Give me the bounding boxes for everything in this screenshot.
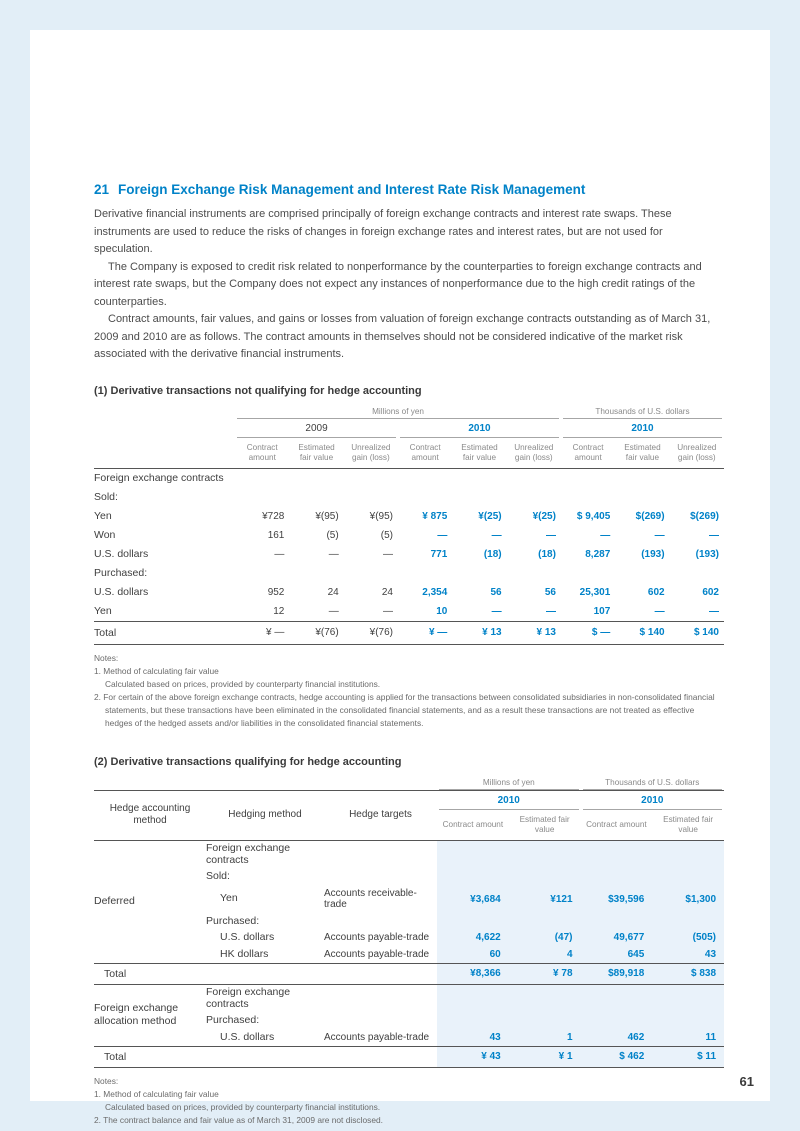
note-item: 2. The contract balance and fair value as of March 31, 2009 are not disclosed. — [94, 1114, 383, 1125]
cell: 12 — [273, 605, 285, 617]
col-header: Contract amount — [581, 810, 653, 841]
cell: — — [545, 605, 556, 617]
cell: ¥(95) — [315, 510, 339, 522]
cell: — — [437, 529, 448, 541]
hedging-method: Purchased: — [206, 914, 260, 927]
unit-label-yen: Millions of yen — [439, 778, 579, 790]
cell: — — [654, 529, 665, 541]
section-title-text: Foreign Exchange Risk Management and Interest Rate Risk Management — [118, 182, 586, 197]
row-label: Purchased: — [94, 567, 148, 579]
year-row — [94, 790, 724, 810]
unit-label-usd: Thousands of U.S. dollars — [563, 407, 722, 419]
row-label: Foreign exchange contracts — [94, 472, 224, 484]
table-derivatives-hedge — [94, 778, 724, 1068]
note-item: 1. Method of calculating fair value — [94, 665, 219, 676]
cell: $ 9,405 — [576, 510, 611, 522]
year-2009: 2009 — [237, 419, 396, 438]
year-2010-usd: 2010 — [583, 791, 723, 810]
cell: 60 — [437, 946, 509, 963]
section-number: 21 — [94, 182, 110, 197]
hedge-target: Accounts receivable-trade — [324, 887, 417, 910]
table2-heading: (2) Derivative transactions qualifying for hedge accounting — [94, 755, 402, 768]
unit-row — [94, 778, 724, 791]
col-header: Estimated fair value — [509, 810, 581, 841]
cell: 43 — [652, 946, 724, 963]
col-header: Estimated fair value — [452, 438, 506, 469]
hedging-method: Foreign exchange contracts — [206, 842, 291, 866]
hedge-target: Accounts payable-trade — [324, 948, 430, 960]
intro-paragraph-2: The Company is exposed to credit risk related to nonperformance by the counterparties to foreign exchange contracts and interest rate swaps, but the Company does not expect any instances of nonperformance due to the high credit ratings of the counterparties. — [94, 260, 702, 308]
cell: ¥121 — [509, 885, 581, 913]
col-header: Contract amount — [437, 810, 509, 841]
cell: ¥(25) — [478, 510, 502, 522]
cell: 4,622 — [437, 930, 509, 947]
cell: ¥ — — [398, 621, 452, 644]
cell: — — [600, 529, 611, 541]
col-header: Unrealized gain (loss) — [344, 438, 398, 469]
cell: ¥3,684 — [437, 885, 509, 913]
cell: 4 — [509, 946, 581, 963]
cell: 952 — [267, 586, 285, 598]
cell: $ 11 — [652, 1046, 724, 1067]
cell: ¥(95) — [369, 510, 393, 522]
cell: ¥ 875 — [422, 510, 448, 522]
col-header: Estimated fair value — [289, 438, 343, 469]
cell: (5) — [380, 529, 393, 541]
note-item-continuation: Calculated based on prices, provided by counterparty financial institutions. — [105, 1101, 381, 1112]
cell: (18) — [483, 548, 502, 560]
page-number: 61 — [739, 1074, 754, 1089]
cell: — — [328, 548, 339, 560]
cell: ¥(76) — [289, 621, 343, 644]
table-total-row — [94, 621, 724, 644]
cell: — — [383, 605, 393, 617]
unit-row — [94, 407, 724, 419]
section-title — [94, 182, 724, 197]
row-label: U.S. dollars — [94, 548, 149, 560]
cell: $1,300 — [652, 885, 724, 913]
cell: 161 — [267, 529, 285, 541]
hedging-method: Yen — [220, 892, 238, 905]
unit-label-usd: Thousands of U.S. dollars — [583, 778, 723, 790]
cell: 56 — [544, 586, 556, 598]
note-item: 2. For certain of the above foreign exchange contracts, hedge accounting is applied for the transactions between consolidated subsidiaries in non-consolidated financial statements, but these transactions have been eliminated in the consolidated financial statements, and as a result these transactions are not treated as effective hedges of the hedged assets and/or liabilities in the consolidated financial statements. — [94, 691, 715, 728]
cell: $ 140 — [670, 621, 724, 644]
cell: $ 838 — [652, 963, 724, 984]
method-label: Foreign exchange allocation method — [94, 1002, 179, 1027]
cell: — — [545, 529, 556, 541]
cell: 25,301 — [579, 586, 611, 598]
cell: 49,677 — [581, 930, 653, 947]
col-header: Estimated fair value — [652, 810, 724, 841]
year-2010-usd: 2010 — [563, 419, 722, 438]
cell: $ 140 — [615, 621, 669, 644]
col-header-targets: Hedge targets — [324, 790, 437, 840]
cell: — — [491, 529, 502, 541]
cell: — — [709, 605, 719, 617]
table-row — [94, 488, 724, 507]
cell: $(269) — [690, 510, 719, 522]
cell: 771 — [430, 548, 448, 560]
cell: — — [709, 529, 719, 541]
cell: 24 — [327, 586, 339, 598]
cell: 107 — [593, 605, 611, 617]
intro-paragraph-1: Derivative financial instruments are comprised principally of foreign exchange contracts and interest rate swaps. These instruments are used to reduce the risks of changes in foreign exchange rates and interest rates, but are not used for speculation. — [94, 208, 672, 255]
cell: 602 — [702, 586, 719, 598]
table1-notes — [94, 652, 724, 730]
cell: 462 — [581, 1029, 653, 1046]
col-header: Contract amount — [561, 438, 615, 469]
note-item: 1. Method of calculating fair value — [94, 1088, 219, 1099]
cell: (47) — [509, 930, 581, 947]
row-label: Won — [94, 529, 116, 541]
col-header: Contract amount — [235, 438, 289, 469]
cell: $ — — [561, 621, 615, 644]
cell: — — [383, 548, 393, 560]
table-row — [94, 840, 724, 869]
page-content — [94, 182, 724, 1127]
cell: (18) — [538, 548, 556, 560]
cell: 1 — [509, 1029, 581, 1046]
col-header: Unrealized gain (loss) — [670, 438, 724, 469]
table-row — [94, 602, 724, 622]
table-row — [94, 564, 724, 583]
cell: — — [491, 605, 502, 617]
intro-paragraph-3: Contract amounts, fair values, and gains or losses from valuation of foreign exchange contracts outstanding as of March 31, 2009 and 2010 are as follows. The contract amounts in themselves should not be considered indicative of the market risk associated with the derivative financial instruments. — [94, 313, 711, 360]
cell: (5) — [326, 529, 339, 541]
cell: 8,287 — [585, 548, 611, 560]
cell: ¥ 13 — [452, 621, 506, 644]
hedging-method: Purchased: — [206, 1014, 260, 1026]
cell: $(269) — [635, 510, 665, 522]
hedging-method: Foreign exchange contracts — [206, 986, 291, 1010]
cell: $39,596 — [581, 885, 653, 913]
table1-heading: (1) Derivative transactions not qualifying for hedge accounting — [94, 384, 422, 397]
method-label: Deferred — [94, 895, 135, 907]
table-row — [94, 526, 724, 545]
column-header-row — [94, 438, 724, 469]
cell: 24 — [381, 586, 393, 598]
cell: — — [654, 605, 665, 617]
table-row — [94, 545, 724, 564]
cell: ¥ 1 — [509, 1046, 581, 1067]
cell: ¥ — — [235, 621, 289, 644]
unit-label-yen: Millions of yen — [237, 407, 559, 419]
report-page — [30, 30, 770, 1125]
row-label: Yen — [94, 510, 112, 522]
cell: 43 — [437, 1029, 509, 1046]
row-label: Sold: — [94, 491, 118, 503]
col-header-method: Hedge accounting method — [94, 790, 206, 840]
col-header: Contract amount — [398, 438, 452, 469]
col-header: Unrealized gain (loss) — [507, 438, 561, 469]
cell: $ 462 — [581, 1046, 653, 1067]
table-total-row — [94, 963, 724, 984]
year-row — [94, 419, 724, 438]
notes-title: Notes: — [94, 652, 119, 663]
cell: 645 — [581, 946, 653, 963]
table-row — [94, 468, 724, 488]
cell: ¥ 43 — [437, 1046, 509, 1067]
hedging-method: Sold: — [206, 870, 230, 882]
hedge-target: Accounts payable-trade — [324, 932, 430, 943]
cell: (193) — [695, 548, 719, 560]
hedge-target: Accounts payable-trade — [324, 1031, 430, 1043]
hedging-method: HK dollars — [220, 947, 269, 960]
cell: ¥(76) — [344, 621, 398, 644]
col-header: Estimated fair value — [615, 438, 669, 469]
table-total-row — [94, 1046, 724, 1067]
cell: — — [328, 605, 339, 617]
note-item-continuation: Calculated based on prices, provided by counterparty financial institutions. — [105, 678, 381, 689]
total-label: Total — [94, 963, 206, 984]
cell: (505) — [652, 930, 724, 947]
table-derivatives-non-hedge — [94, 407, 724, 645]
cell: — — [274, 548, 285, 560]
cell: (193) — [641, 548, 665, 560]
row-label: U.S. dollars — [94, 586, 149, 598]
cell: ¥ 13 — [507, 621, 561, 644]
row-label: Yen — [94, 605, 112, 617]
cell: ¥728 — [262, 510, 285, 522]
cell: ¥ 78 — [509, 963, 581, 984]
total-label: Total — [94, 621, 235, 644]
year-2010-yen: 2010 — [439, 791, 579, 810]
notes-title: Notes: — [94, 1075, 119, 1086]
cell: $89,918 — [581, 963, 653, 984]
table-row — [94, 583, 724, 602]
cell: 11 — [652, 1029, 724, 1046]
cell: 2,354 — [422, 586, 448, 598]
hedging-method: U.S. dollars — [220, 931, 275, 943]
table2-notes — [94, 1075, 724, 1127]
col-header-hedging: Hedging method — [206, 790, 324, 840]
year-2010-yen: 2010 — [400, 419, 559, 438]
cell: ¥(25) — [532, 510, 556, 522]
cell: 602 — [647, 586, 665, 598]
total-label: Total — [94, 1046, 206, 1067]
table-row — [94, 984, 724, 1013]
cell: 56 — [490, 586, 502, 598]
cell: 10 — [436, 605, 448, 617]
hedging-method: U.S. dollars — [220, 1030, 275, 1043]
table-row — [94, 507, 724, 526]
cell: ¥8,366 — [437, 963, 509, 984]
